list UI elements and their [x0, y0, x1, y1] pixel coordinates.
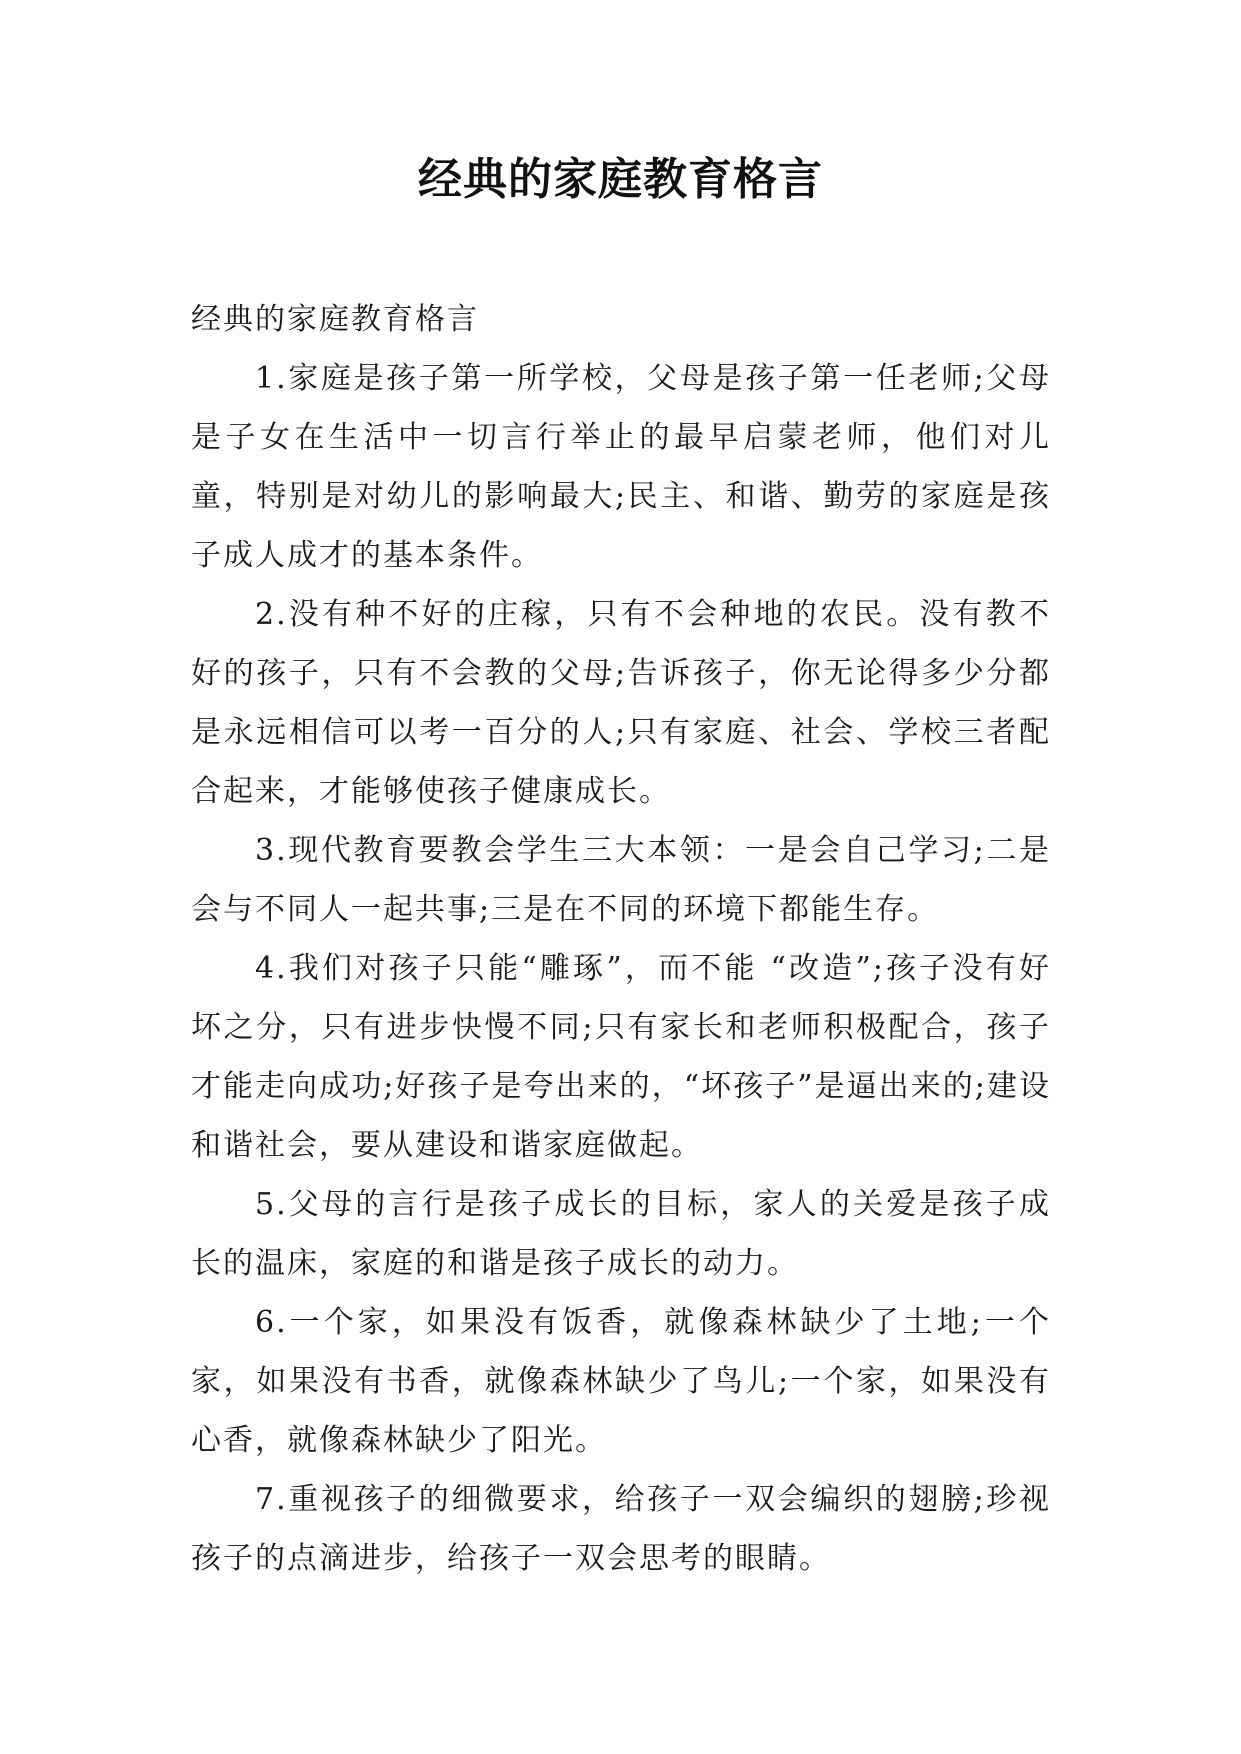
paragraph-2: 2.没有种不好的庄稼，只有不会种地的农民。没有教不好的孩子，只有不会教的父母;告诉孩子，你无论得多少分都是永远相信可以考一百分的人;只有家庭、社会、学校三者配合起来，才能够使孩子健康成长。 [191, 597, 1051, 809]
paragraph-1: 1.家庭是孩子第一所学校，父母是孩子第一任老师;父母是子女在生活中一切言行举止的最早启蒙老师，他们对儿童，特别是对幼儿的影响最大;民主、和谐、勤劳的家庭是孩子成人成才的基本条件。 [191, 361, 1051, 573]
paragraph-7: 7.重视孩子的细微要求，给孩子一双会编织的翅膀;珍视孩子的点滴进步，给孩子一双会思考的眼睛。 [191, 1482, 1051, 1576]
paragraph-5: 5.父母的言行是孩子成长的目标，家人的关爱是孩子成长的温床，家庭的和谐是孩子成长的动力。 [191, 1187, 1051, 1281]
paragraph-4: 4.我们对孩子只能“雕琢”，而不能 “改造”;孩子没有好坏之分，只有进步快慢不同;只有家长和老师积极配合，孩子才能走向成功;好孩子是夸出来的，“坏孩子”是逼出来的;建设和谐社会，要从建设和谐家庭做起。 [191, 951, 1051, 1163]
document-title: 经典的家庭教育格言 [418, 154, 823, 205]
document-subtitle: 经典的家庭教育格言 [191, 302, 479, 337]
document-body [191, 290, 1051, 1588]
paragraph-3: 3.现代教育要教会学生三大本领：一是会自己学习;二是会与不同人一起共事;三是在不同的环境下都能生存。 [191, 833, 1051, 927]
paragraph-6: 6.一个家，如果没有饭香，就像森林缺少了土地;一个家，如果没有书香，就像森林缺少了鸟儿;一个家，如果没有心香，就像森林缺少了阳光。 [191, 1305, 1051, 1458]
